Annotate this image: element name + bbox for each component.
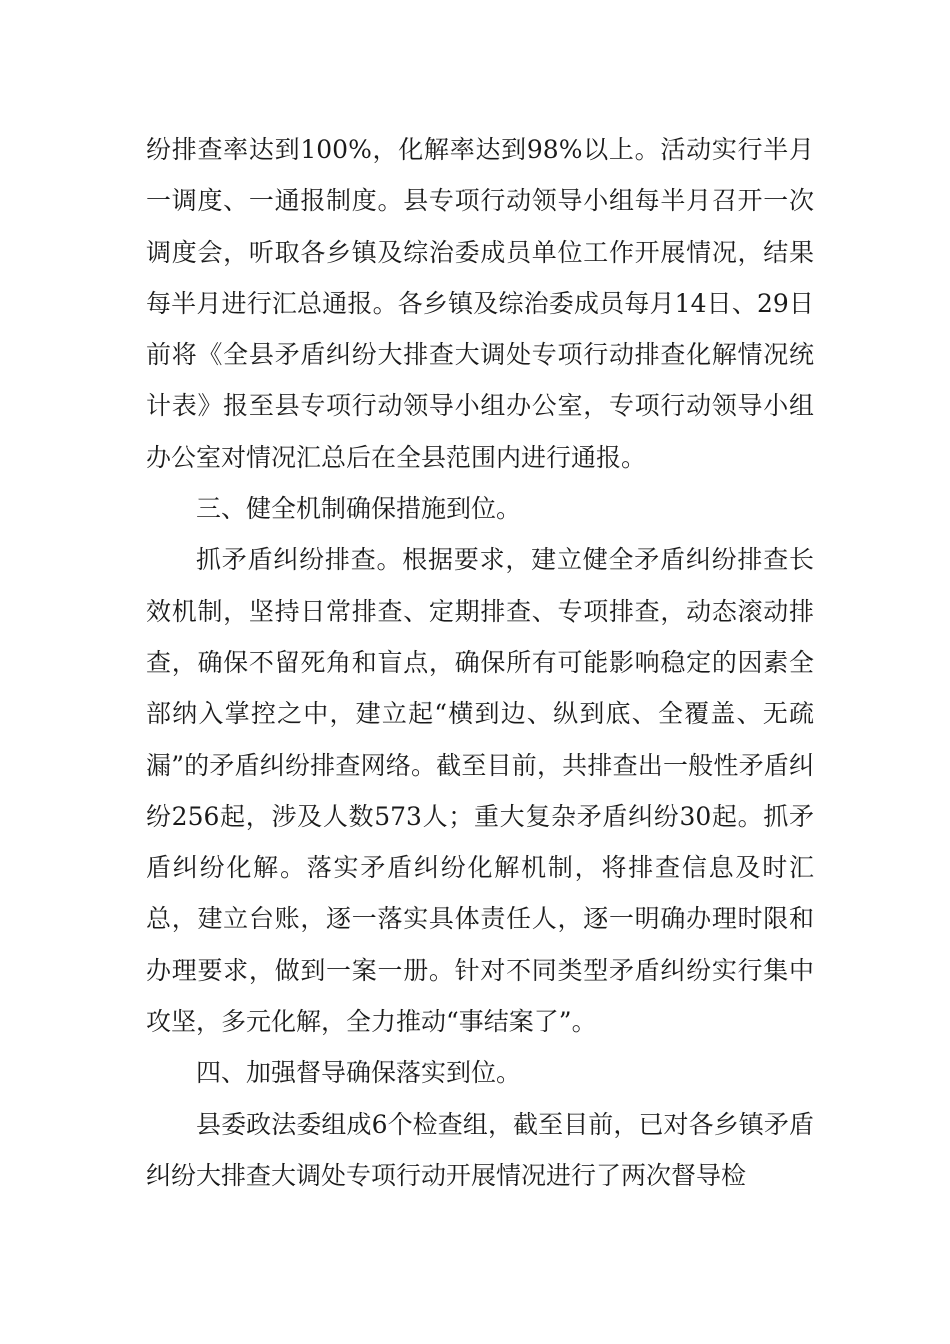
- section-heading-4: 四、加强督导确保落实到位。: [196, 1058, 522, 1088]
- paragraph-3: 县委政法委组成6个检查组，截至目前，已对各乡镇矛盾纠纷大排查大调处专项行动开展情况进行了两次督导检: [146, 1109, 814, 1190]
- document-body: [146, 124, 814, 1201]
- paragraph-2: 抓矛盾纠纷排查。根据要求，建立健全矛盾纠纷排查长效机制，坚持日常排查、定期排查、专项排查，动态滚动排查，确保不留死角和盲点，确保所有可能影响稳定的因素全部纳入掌控之中，建立起“横到边、纵到底、全覆盖、无疏漏”的矛盾纠纷排查网络。截至目前，共排查出一般性矛盾纠纷256起，涉及人数573人；重大复杂矛盾纠纷30起。抓矛盾纠纷化解。落实矛盾纠纷化解机制，将排查信息及时汇总，建立台账，逐一落实具体责任人，逐一明确办理时限和办理要求，做到一案一册。针对不同类型矛盾纠纷实行集中攻坚，多元化解，全力推动“事结案了”。: [146, 545, 814, 1037]
- section-heading-3: 三、健全机制确保措施到位。: [196, 494, 522, 524]
- paragraph-1: 纷排查率达到100%，化解率达到98%以上。活动实行半月一调度、一通报制度。县专项行动领导小组每半月召开一次调度会，听取各乡镇及综治委成员单位工作开展情况，结果每半月进行汇总通报。各乡镇及综治委成员每月14日、29日前将《全县矛盾纠纷大排查大调处专项行动排查化解情况统计表》报至县专项行动领导小组办公室，专项行动领导小组办公室对情况汇总后在全县范围内进行通报。: [146, 135, 814, 472]
